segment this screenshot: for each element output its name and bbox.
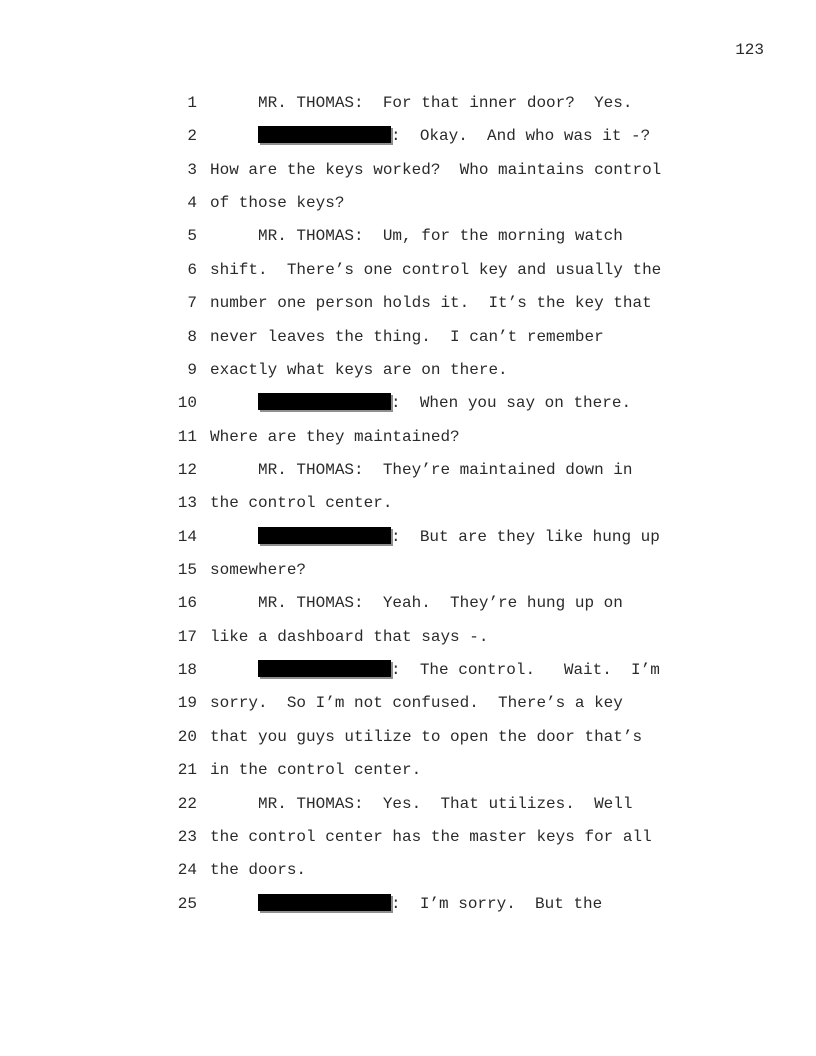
- line-number: 3: [187, 160, 197, 179]
- line-text: of those keys?: [210, 194, 345, 213]
- transcript-line: [0, 621, 816, 654]
- transcript-line: [0, 821, 816, 854]
- line-number: 20: [177, 727, 197, 746]
- redaction-bar: [258, 527, 391, 544]
- transcript-line: [0, 788, 816, 821]
- transcript-body: [0, 87, 816, 921]
- line-number: 19: [177, 694, 197, 713]
- line-text: : When you say on there.: [210, 387, 631, 420]
- transcript-line: [0, 220, 816, 253]
- transcript-line: [0, 854, 816, 887]
- line-number: 17: [177, 627, 197, 646]
- line-number: 16: [177, 594, 197, 613]
- line-text: MR. THOMAS: Yes. That utilizes. Well: [210, 794, 633, 813]
- redaction-bar: [258, 393, 391, 410]
- line-number: 2: [187, 127, 197, 146]
- line-text: the control center.: [210, 494, 393, 513]
- transcript-line: [0, 354, 816, 387]
- line-number: 22: [177, 794, 197, 813]
- transcript-line: [0, 187, 816, 220]
- line-text: MR. THOMAS: They’re maintained down in: [210, 460, 633, 479]
- line-number: 6: [187, 260, 197, 279]
- transcript-line: [0, 454, 816, 487]
- line-text: MR. THOMAS: Yeah. They’re hung up on: [210, 594, 623, 613]
- line-number: 11: [177, 427, 197, 446]
- line-number: 13: [177, 494, 197, 513]
- transcript-line: [0, 321, 816, 354]
- line-text: How are the keys worked? Who maintains control: [210, 160, 662, 179]
- line-text: in the control center.: [210, 761, 422, 780]
- line-text: somewhere?: [210, 561, 307, 580]
- transcript-line: [0, 421, 816, 454]
- line-text: : Okay. And who was it -?: [210, 120, 650, 153]
- line-text: that you guys utilize to open the door that’s: [210, 727, 643, 746]
- line-number: 21: [177, 761, 197, 780]
- transcript-line: [0, 654, 816, 687]
- line-text: like a dashboard that says -.: [210, 627, 489, 646]
- line-number: 1: [187, 94, 197, 112]
- transcript-line: [0, 754, 816, 787]
- transcript-line: [0, 287, 816, 320]
- line-number: 15: [177, 561, 197, 580]
- redaction-bar: [258, 894, 391, 911]
- redaction-bar: [258, 126, 391, 143]
- line-text: MR. THOMAS: For that inner door? Yes.: [210, 94, 633, 112]
- line-number: 7: [187, 294, 197, 313]
- transcript-line: [0, 154, 816, 187]
- line-text: : The control. Wait. I’m: [210, 654, 660, 687]
- transcript-line: [0, 521, 816, 554]
- line-text: : But are they like hung up: [210, 521, 660, 554]
- transcript-line: [0, 87, 816, 120]
- line-text: sorry. So I’m not confused. There’s a key: [210, 694, 623, 713]
- line-number: 12: [177, 460, 197, 479]
- line-number: 10: [177, 394, 197, 413]
- page-number: 123: [735, 41, 764, 59]
- transcript-line: [0, 120, 816, 153]
- transcript-line: [0, 721, 816, 754]
- line-text: : I’m sorry. But the: [210, 888, 602, 921]
- line-number: 9: [187, 360, 197, 379]
- transcript-line: [0, 888, 816, 921]
- transcript-line: [0, 587, 816, 620]
- line-number: 5: [187, 227, 197, 246]
- line-number: 18: [177, 661, 197, 680]
- redaction-bar: [258, 660, 391, 677]
- transcript-line: [0, 254, 816, 287]
- transcript-line: [0, 487, 816, 520]
- line-text: the control center has the master keys for all: [210, 827, 652, 846]
- line-number: 4: [187, 194, 197, 213]
- line-text: the doors.: [210, 861, 307, 880]
- transcript-line: [0, 687, 816, 720]
- line-number: 14: [177, 527, 197, 546]
- line-number: 8: [187, 327, 197, 346]
- transcript-line: [0, 387, 816, 420]
- line-text: exactly what keys are on there.: [210, 360, 508, 379]
- line-text: shift. There’s one control key and usually the: [210, 260, 662, 279]
- line-text: MR. THOMAS: Um, for the morning watch: [210, 227, 623, 246]
- line-number: 24: [177, 861, 197, 880]
- line-number: 25: [177, 894, 197, 913]
- line-text: never leaves the thing. I can’t remember: [210, 327, 604, 346]
- line-text: number one person holds it. It’s the key that: [210, 294, 652, 313]
- line-text: Where are they maintained?: [210, 427, 460, 446]
- line-number: 23: [177, 827, 197, 846]
- transcript-line: [0, 554, 816, 587]
